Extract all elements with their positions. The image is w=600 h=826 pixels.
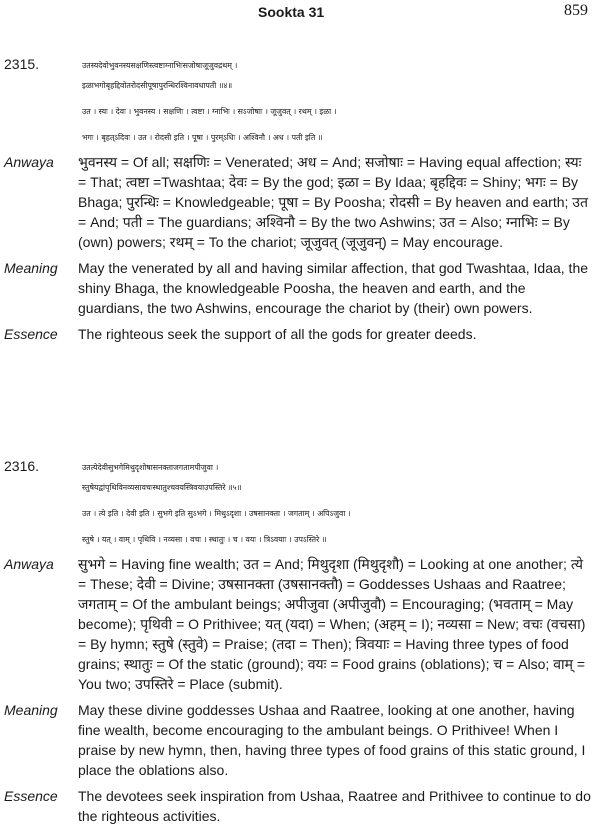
meaning-section <box>4 258 596 318</box>
sanskrit-line: इळाभगोबृहद्दिवोतरोदसीपूषापुरन्धिरश्विनावधापती ॥४॥ <box>82 81 233 90</box>
essence-label: Essence <box>4 788 58 804</box>
verse-number: 2315. <box>4 56 40 72</box>
anwaya-section <box>4 152 596 252</box>
sanskrit-line: उतस्यदेवोभुवनस्यसक्षणिस्त्वष्टाग्नाभिःसजोषाजूजुवद्रथम् । <box>82 61 238 70</box>
padapatha-line: उत । स्यः । देवः । भुवनस्य । सक्षणिः । त्वष्टा । ग्नाभिः । सऽजोषाः । जूजुवत् । रथम् । इळा । <box>82 107 337 116</box>
essence-section <box>4 786 596 826</box>
verse-number: 2316. <box>4 458 40 474</box>
anwaya-section <box>4 554 596 694</box>
anwaya-label: Anwaya <box>4 556 54 572</box>
essence-text: The devotees seek inspiration from Ushaa, Raatree and Prithivee to continue to do the righteous activities. <box>78 788 591 824</box>
anwaya-text: भुवनस्य = Of all; सक्षणिः = Venerated; अध = And; सजोषाः = Having equal affection; स्यः = That; त्वष्टा =Twashtaa; देवः = By the god; इळा = By Idaa; बृहद्दिवः = Shiny; भगः = By Bhaga; पुरन्धिः = Knowledgeable; पूषा = By Poosha; रोदसी = By heaven and earth; उत = And; पती = The guardians; अश्विनौ = By the two Ashwins; उत = Also; ग्नाभिः = By (own) powers; रथम् = To the chariot; जूजुवत् (जूजुवन्) = May encourage. <box>78 154 588 250</box>
padapatha-line: स्तुषे । यत् । वाम् । पृथिवि । नव्यसा । वचः । स्थातुः । च । वयः । त्रिऽवयाः । उपऽस्तिरे ॥ <box>82 535 327 544</box>
meaning-text: May the venerated by all and having similar affection, that god Twashtaa, Idaa, the shiny Bhaga, the knowledgeable Poosha, the heaven and earth, and the guardians, the two Ashwins, encourage the chariot by (their) own powers. <box>78 260 589 316</box>
meaning-section <box>4 700 596 780</box>
meaning-label: Meaning <box>4 260 58 276</box>
meaning-label: Meaning <box>4 702 58 718</box>
verse-2315 <box>4 56 596 344</box>
padapatha-line: उत । त्ये इति । देवी इति । सुभगे इति सुऽभगे । मिथुऽदृशा । उषसानक्ता । जगताम् । अपिऽजुवा । <box>82 509 351 518</box>
verse-2316 <box>4 458 596 826</box>
padapatha-line: भगः । बृहत्ऽदिवः । उत । रोदसी इति । पूषा । पुरम्ऽधिः । अश्विनौ । अध । पती इति ॥ <box>82 133 323 142</box>
anwaya-text: सुभगे = Having fine wealth; उत = And; मिथुदृशा (मिथुदृशौ) = Looking at one another; त्ये = These; देवी = Divine; उषसानक्ता (उषसानक्तौ) = Goddesses Ushaas and Raatree; जगताम् = Of the ambulant beings; अपीजुवा (अपीजुवौ) = Encouraging; (भवताम् = May become); पृथिवी = O Prithivee; यत् (यदा) = When; (अहम् = I); नव्यसा = New; वचः (वचसा) = By hymn; स्तुषे (स्तुवे) = Praise; (तदा = Then); त्रिवयाः = Having three types of food grains; स्थातुः = Of the static (ground); वयः = Food grains (oblations); च = Also; वाम् = You two; उपस्तिरे = Place (submit). <box>78 556 586 692</box>
anwaya-label: Anwaya <box>4 154 54 170</box>
sanskrit-line: उतत्येदेवीसुभगेमिथुदृशोषासनक्ताजगतामपीजुवा । <box>82 463 219 472</box>
sanskrit-line: स्तुषेयद्वांपृथिविनव्यसावचःस्थातुश्चवयस्त्रिवयाउपस्तिरे ॥५॥ <box>82 483 242 492</box>
essence-section <box>4 324 596 344</box>
page-number: 859 <box>564 2 588 19</box>
essence-text: The righteous seek the support of all the gods for greater deeds. <box>78 326 477 342</box>
page-title: Sookta 31 <box>258 4 325 20</box>
meaning-text: May these divine goddesses Ushaa and Raatree, looking at one another, having fine wealth, become encouraging to the ambulant beings. O Prithivee! When I praise by new hymn, then, having three types of food grains of this static ground, I place the oblations also. <box>78 702 586 778</box>
page-header <box>0 0 600 24</box>
essence-label: Essence <box>4 326 58 342</box>
